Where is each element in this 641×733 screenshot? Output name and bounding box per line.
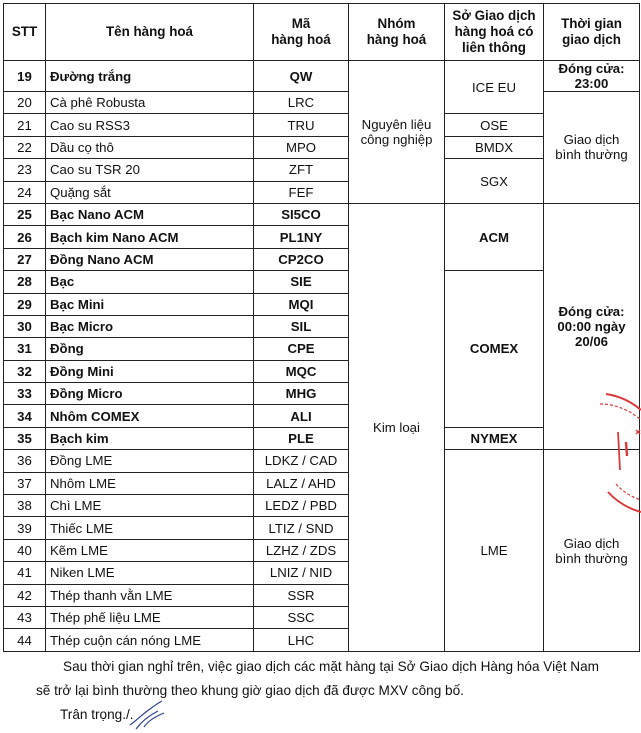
row-code: PLE [254, 427, 349, 449]
row-code: LEDZ / PBD [254, 495, 349, 517]
signature-mark [128, 699, 168, 733]
row-name: Chì LME [46, 495, 254, 517]
row-name: Dầu cọ thô [46, 136, 254, 158]
row-code: CPE [254, 338, 349, 360]
closing-regards-line [0, 703, 641, 727]
table-header-row [4, 4, 640, 61]
row-name: Kẽm LME [46, 539, 254, 561]
row-name: Bạch kim [46, 427, 254, 449]
row-name: Đồng Micro [46, 383, 254, 405]
row-stt: 25 [4, 203, 46, 225]
row-code: LZHZ / ZDS [254, 539, 349, 561]
row-name: Quặng sắt [46, 181, 254, 203]
row-code: LNIZ / NID [254, 562, 349, 584]
row-code: SSC [254, 606, 349, 628]
row-stt: 30 [4, 315, 46, 337]
row-code: FEF [254, 181, 349, 203]
row-name: Đồng Nano ACM [46, 248, 254, 270]
row-code: LALZ / AHD [254, 472, 349, 494]
row-stt: 24 [4, 181, 46, 203]
exchange-sgx: SGX [445, 159, 544, 204]
row-stt: 23 [4, 159, 46, 181]
row-code: SIL [254, 315, 349, 337]
commodity-trading-table [3, 3, 640, 652]
table-row [4, 203, 640, 225]
row-name: Nhôm COMEX [46, 405, 254, 427]
row-name: Cà phê Robusta [46, 92, 254, 114]
row-stt: 28 [4, 271, 46, 293]
table-row [4, 450, 640, 472]
row-stt: 43 [4, 606, 46, 628]
table-row [4, 61, 640, 92]
row-name: Thiếc LME [46, 517, 254, 539]
seal-stamp [596, 392, 641, 522]
row-code: MQI [254, 293, 349, 315]
exchange-nymex: NYMEX [445, 427, 544, 449]
group-metals: Kim loại [349, 203, 445, 651]
row-code: CP2CO [254, 248, 349, 270]
notice-line-1: Sau thời gian nghỉ trên, việc giao dịch các mặt hàng tại Sở Giao dịch Hàng hóa Việt Nam [63, 659, 599, 674]
row-name: Thép phế liệu LME [46, 606, 254, 628]
row-stt: 44 [4, 629, 46, 651]
exchange-bmdx: BMDX [445, 136, 544, 158]
notice-line-2: sẽ trở lại bình thường theo khung giờ giao dịch đã được MXV công bố. [36, 683, 464, 698]
row-code: ZFT [254, 159, 349, 181]
row-name: Thép thanh vằn LME [46, 584, 254, 606]
row-code: SI5CO [254, 203, 349, 225]
header-name: Tên hàng hoá [46, 4, 254, 61]
exchange-lme: LME [445, 450, 544, 652]
row-code: ALI [254, 405, 349, 427]
row-name: Đồng Mini [46, 360, 254, 382]
header-code: Mã hàng hoá [254, 4, 349, 61]
regards-text: Trân trọng./. [60, 707, 134, 722]
row-stt: 41 [4, 562, 46, 584]
row-name: Đồng [46, 338, 254, 360]
row-code: PL1NY [254, 226, 349, 248]
row-name: Đường trắng [46, 61, 254, 92]
header-group: Nhóm hàng hoá [349, 4, 445, 61]
row-code: LHC [254, 629, 349, 651]
row-stt: 19 [4, 61, 46, 92]
row-name: Niken LME [46, 562, 254, 584]
row-name: Bạc [46, 271, 254, 293]
time-close-23: Đóng cửa: 23:00 [544, 61, 640, 92]
header-stt: STT [4, 4, 46, 61]
row-code: MPO [254, 136, 349, 158]
closing-notice [0, 655, 641, 727]
row-stt: 40 [4, 539, 46, 561]
row-stt: 26 [4, 226, 46, 248]
exchange-comex: COMEX [445, 271, 544, 428]
row-name: Bạc Nano ACM [46, 203, 254, 225]
row-name: Cao su RSS3 [46, 114, 254, 136]
row-name: Bạch kim Nano ACM [46, 226, 254, 248]
row-name: Bạc Micro [46, 315, 254, 337]
time-normal-1: Giao dịch bình thường [544, 92, 640, 204]
row-name: Đồng LME [46, 450, 254, 472]
row-name: Bạc Mini [46, 293, 254, 315]
row-code: LRC [254, 92, 349, 114]
row-stt: 20 [4, 92, 46, 114]
row-name: Cao su TSR 20 [46, 159, 254, 181]
row-code: MHG [254, 383, 349, 405]
header-time: Thời gian giao dịch [544, 4, 640, 61]
exchange-acm: ACM [445, 203, 544, 270]
group-industrial: Nguyên liệu công nghiệp [349, 61, 445, 204]
row-stt: 35 [4, 427, 46, 449]
time-close-0000: Đóng cửa: 00:00 ngày 20/06 [544, 203, 640, 449]
row-stt: 42 [4, 584, 46, 606]
row-stt: 37 [4, 472, 46, 494]
row-stt: 36 [4, 450, 46, 472]
header-exchange: Sở Giao dịch hàng hoá có liên thông [445, 4, 544, 61]
row-stt: 29 [4, 293, 46, 315]
row-stt: 27 [4, 248, 46, 270]
row-name: Nhôm LME [46, 472, 254, 494]
row-stt: 31 [4, 338, 46, 360]
row-stt: 32 [4, 360, 46, 382]
row-stt: 39 [4, 517, 46, 539]
row-stt: 38 [4, 495, 46, 517]
time-normal-2: Giao dịch bình thường [544, 450, 640, 652]
row-stt: 22 [4, 136, 46, 158]
row-name: Thép cuộn cán nóng LME [46, 629, 254, 651]
row-code: SIE [254, 271, 349, 293]
exchange-ice-eu: ICE EU [445, 61, 544, 114]
row-code: TRU [254, 114, 349, 136]
row-code: LTIZ / SND [254, 517, 349, 539]
exchange-ose: OSE [445, 114, 544, 136]
row-stt: 33 [4, 383, 46, 405]
row-code: MQC [254, 360, 349, 382]
row-code: QW [254, 61, 349, 92]
row-stt: 21 [4, 114, 46, 136]
row-stt: 34 [4, 405, 46, 427]
row-code: SSR [254, 584, 349, 606]
table-row [4, 92, 640, 114]
row-code: LDKZ / CAD [254, 450, 349, 472]
